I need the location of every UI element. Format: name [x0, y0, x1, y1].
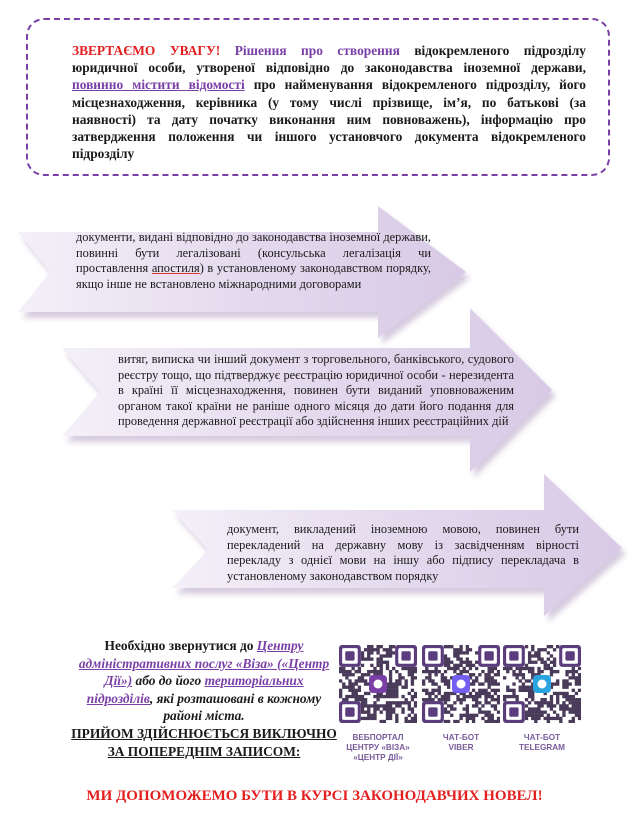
arrow-registry-extract [58, 300, 558, 478]
arrow-text-part: документи, видані відповідно до законодавства іноземної держави, повинні бути легалізовані (консульська легалізація чи проставлення [76, 230, 431, 276]
qr-code[interactable] [422, 645, 500, 723]
notice-highlight: Рішення про створення [234, 43, 400, 58]
arrow-text [76, 230, 431, 292]
qr-code[interactable] [339, 645, 417, 723]
arrow-text: документ, викладений іноземною мовою, повинен бути перекладений на державну мову із засвідченням вірності перекладу з однієї мови на іншу або підпису перекладача в установленому законодавством порядку [227, 522, 579, 583]
contact-text-part: , які розташовані в кожному районі міста. [149, 690, 322, 724]
arrow-text-underlined: апостиля [151, 261, 200, 276]
notice-warning: ЗВЕРТАЄМО УВАГУ! [72, 43, 221, 58]
qr-center-dot [538, 680, 547, 689]
contact-text [70, 637, 338, 725]
qr-viber-bot[interactable] [422, 645, 500, 753]
qr-web-portal[interactable] [339, 645, 417, 763]
contact-text-part: Необхідно звернутися до [104, 638, 254, 653]
contact-info [70, 637, 338, 760]
notice-text-part: відокремленого підрозділу юридичної особи, утвореної відповідно до законодавства іноземної держави, [72, 43, 586, 76]
arrow-translation [168, 470, 628, 618]
subdivisions-link[interactable]: територіальних підрозділів [86, 673, 304, 706]
qr-center-dot [374, 680, 383, 689]
qr-center-dot [457, 680, 466, 689]
arrow-text: витяг, виписка чи інший документ з торговельного, банківського, судового реєстру тощо, що підтверджує реєстрацію юридичної особи - нерезидента в країні її місцезнаходження, повинен бути виданий уповноваженим органом такої країни не раніше одного місяця до дати його подання для проведення державної реєстрації або здійснення інших реєстраційних дій [118, 352, 514, 429]
qr-telegram-bot[interactable] [503, 645, 581, 753]
notice-text [72, 42, 586, 162]
qr-pattern [339, 645, 417, 723]
qr-code[interactable] [503, 645, 581, 723]
qr-pattern [503, 645, 581, 723]
qr-label: ЧАТ-БОТ TELEGRAM [519, 733, 565, 752]
centre-link[interactable]: Центру адміністративних послуг «Віза» («Центр Дії») [78, 638, 330, 689]
notice-link[interactable]: повинно містити відомості [72, 77, 245, 93]
contact-text-part: або до його [135, 673, 202, 689]
notice-text-part: про найменування відокремленого підрозділу, його місцезнаходження, керівника (у тому числі прізвище, ім’я, по батькові (за наявності) та дату початку виконання ним повноважень), інформацію про затвердження положення чи іншого установчого документа відокремленого підрозділу [72, 77, 586, 162]
qr-pattern [422, 645, 500, 723]
qr-label: ЧАТ-БОТ VIBER [442, 733, 480, 752]
reception-notice: ПРИЙОМ ЗДІЙСНЮЄТЬСЯ ВИКЛЮЧНО ЗА ПОПЕРЕДНІМ ЗАПИСОМ: [71, 725, 337, 759]
qr-label: ВЕБПОРТАЛ ЦЕНТРУ «ВІЗА» «ЦЕНТР ДІЇ» [346, 733, 410, 762]
notice-box [26, 18, 610, 176]
arrow-text-part: ) в установленому законодавством порядку, якщо інше не встановлено міжнародними договорами [76, 261, 431, 291]
slogan: МИ ДОПОМОЖЕМО БУТИ В КУРСІ ЗАКОНОДАВЧИХ НОВЕЛ! [86, 788, 543, 804]
